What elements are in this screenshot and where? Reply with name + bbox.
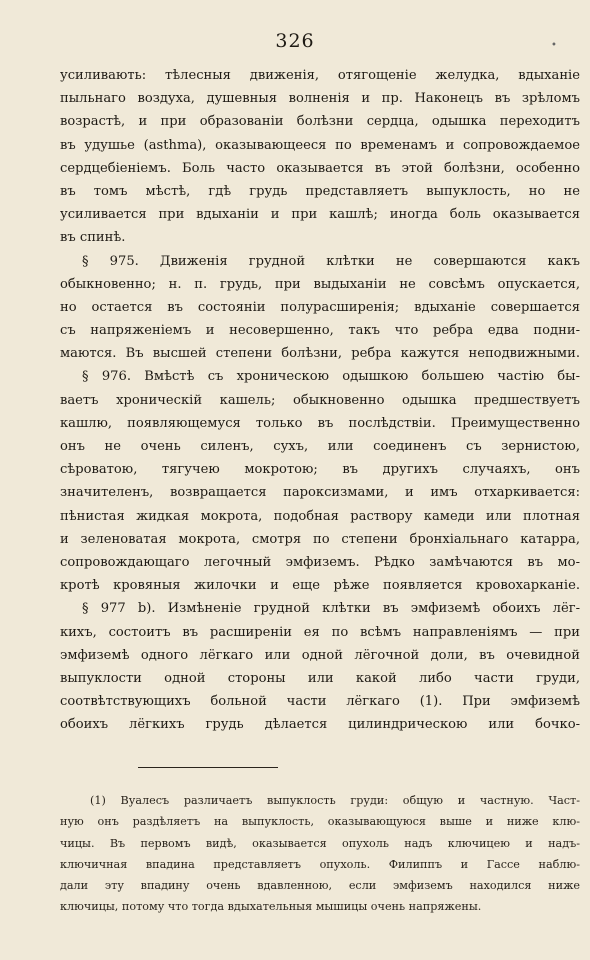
- page-number: 326: [275, 30, 315, 52]
- text-line: соотвѣтствующихъ больной части лёгкаго (1). При эмфиземѣ: [60, 694, 580, 710]
- footnote-line: (1) Вуалесъ различаетъ выпуклость груди: общую и частную. Част-: [90, 794, 580, 807]
- section-975-heading: § 975. Движенія грудной клѣтки не совершаются какъ: [82, 253, 580, 269]
- text-line: усиливается при вдыханіи и при кашлѣ; иногда боль оказывается: [60, 207, 580, 223]
- text-line: сердцебіеніемъ. Боль часто оказывается въ этой болѣзни, особенно: [60, 160, 580, 176]
- text-line: ваетъ хроническій кашель; обыкновенно одышка предшествуетъ: [60, 392, 580, 408]
- text-line: возрастѣ, и при образованіи болѣзни сердца, одышка переходитъ: [60, 114, 580, 130]
- footnote-line: ключицы, потому что тогда вдыхательныя мышицы очень напряжены.: [60, 900, 482, 914]
- footnote-divider: [138, 767, 278, 768]
- text-line: маются. Въ высшей степени болѣзни, ребра кажутся неподвижными.: [60, 346, 580, 362]
- text-line: въ спинѣ.: [60, 230, 126, 246]
- edge-mark: •: [551, 40, 557, 51]
- footnote-line: чицы. Въ первомъ видѣ, оказывается опухоль надъ ключицею и надъ-: [60, 836, 580, 850]
- text-line: эмфиземѣ одного лёгкаго или одной лёгочной доли, въ очевидной: [60, 647, 580, 663]
- text-line: усиливають: тѣлесныя движенія, отягощеніе желудка, вдыханіе: [60, 68, 580, 83]
- text-line: въ удушье (asthma), оказывающееся по временамъ и сопровождаемое: [60, 137, 580, 153]
- text-line: но остается въ состояніи полурасширенія; вдыханіе совершается: [60, 299, 580, 315]
- section-977-heading: § 977 b). Измѣненіе грудной клѣтки въ эмфиземѣ обоихъ лёг-: [82, 601, 580, 617]
- text-line: кротѣ кровяныя жилочки и еще рѣже появляется кровохарканіе.: [60, 578, 580, 594]
- text-line: кашлю, появляющемуся только въ послѣдствіи. Преимущественно: [60, 415, 580, 431]
- text-line: выпуклости одной стороны или какой либо части груди,: [60, 670, 580, 686]
- text-line: съ напряженіемъ и несовершенно, такъ что ребра едва подни-: [60, 323, 580, 339]
- text-line: пыльнаго воздуха, душевныя волненія и пр. Наконецъ въ зрѣломъ: [60, 91, 580, 107]
- text-line: и зеленоватая мокрота, смотря по степени бронхіальнаго катарра,: [60, 531, 580, 547]
- footnote: [60, 790, 580, 918]
- text-line: обоихъ лёгкихъ грудь дѣлается цилиндрическою или бочко-: [60, 717, 580, 733]
- text-line: онъ не очень силенъ, сухъ, или соединенъ съ зернистою,: [60, 439, 580, 454]
- footnote-line: ключичная впадина представляетъ опухоль. Филиппъ и Гассе наблю-: [60, 857, 580, 871]
- text-line: обыкновенно; н. п. грудь, при выдыханіи не совсѣмъ опускается,: [60, 276, 580, 292]
- section-976-heading: § 976. Вмѣстѣ съ хроническою одышкою большею частію бы-: [82, 369, 580, 385]
- footnote-line: ную онъ раздѣляетъ на выпуклость, оказывающуюся выше и ниже клю-: [60, 815, 580, 829]
- text-line: сопровождающаго легочный эмфиземъ. Рѣдко замѣчаются въ мо-: [60, 554, 580, 570]
- text-line: пѣнистая жидкая мокрота, подобная раствору камеди или плотная: [60, 508, 580, 524]
- text-line: въ томъ мѣстѣ, гдѣ грудь представляетъ выпуклость, но не: [60, 183, 580, 199]
- body-text: [60, 64, 580, 736]
- footnote-line: дали эту впадину очень вдавленною, если эмфиземъ находился ниже: [60, 879, 580, 893]
- text-line: сѣроватою, тягучею мокротою; въ другихъ случаяхъ, онъ: [60, 462, 580, 478]
- text-line: значителенъ, возвращается пароксизмами, и имъ отхаркивается:: [60, 485, 580, 501]
- text-line: кихъ, состоитъ въ расширеніи ея по всѣмъ направленіямъ — при: [60, 624, 580, 640]
